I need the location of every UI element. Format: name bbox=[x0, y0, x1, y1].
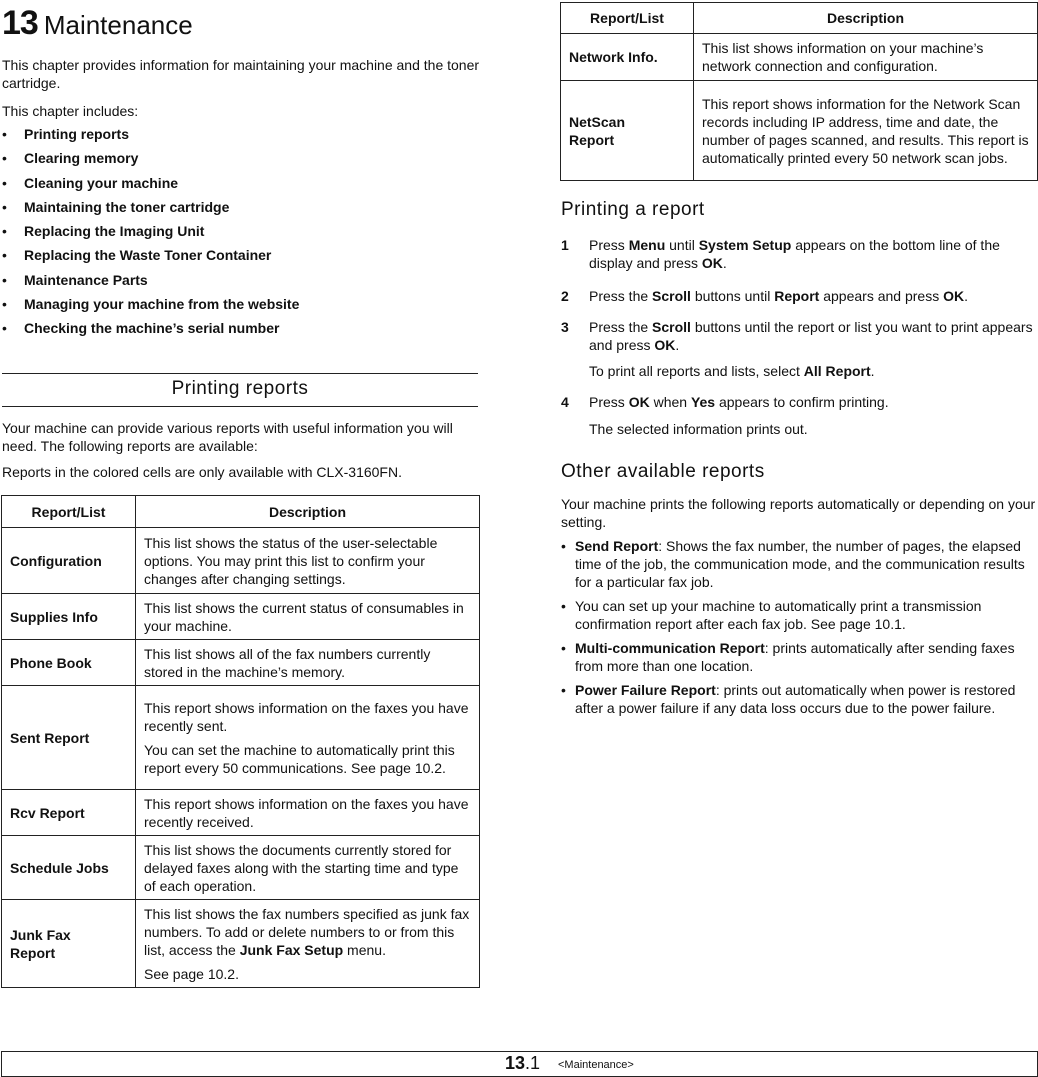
list-item: • You can set up your machine to automatically print a transmission confirmation report after each fax job. See page 10.1. bbox=[561, 598, 982, 632]
table-row bbox=[2, 640, 480, 686]
list-item[interactable]: • Replacing the Waste Toner Container bbox=[2, 247, 272, 264]
report-name: Supplies Info bbox=[2, 594, 136, 640]
page-footer bbox=[1, 1051, 1038, 1077]
report-description: This list shows all of the fax numbers currently stored in the machine’s memory. bbox=[144, 645, 431, 680]
list-item[interactable]: • Replacing the Imaging Unit bbox=[2, 223, 205, 240]
footer-chapter-label: <Maintenance> bbox=[558, 1059, 634, 1071]
list-item: • Send Report: Shows the fax number, the number of pages, the elapsed time of the job, the communication mode, and the communication results for a particular fax job. bbox=[561, 538, 1025, 590]
intro-paragraph: This chapter provides information for maintaining your machine and the toner cartridge. bbox=[2, 57, 480, 91]
list-item[interactable]: • Checking the machine’s serial number bbox=[2, 320, 280, 337]
reports-intro-paragraph: Your machine can provide various reports with useful information you will need. The following reports are available: bbox=[2, 420, 453, 454]
network-reports-table bbox=[560, 2, 1038, 181]
table-row bbox=[561, 34, 1038, 81]
table-row bbox=[2, 900, 480, 988]
toc-link-clearing-memory[interactable]: Clearing memory bbox=[24, 150, 139, 167]
report-name: Sent Report bbox=[2, 686, 136, 790]
toc-link-maintenance-parts[interactable]: Maintenance Parts bbox=[24, 271, 148, 288]
report-name: Configuration bbox=[2, 528, 136, 594]
report-description: This list shows the fax numbers specified as junk fax numbers. To add or delete numbers to or from this list, access the Junk Fax Setup menu. bbox=[144, 905, 470, 958]
toc-link-toner[interactable]: Maintaining the toner cartridge bbox=[24, 198, 230, 215]
list-item[interactable]: • Maintenance Parts bbox=[2, 271, 148, 288]
report-description-note: You can set the machine to automatically print this report every 50 communications. See page 10.2. bbox=[144, 741, 455, 776]
report-name: Network Info. bbox=[561, 34, 694, 81]
chapter-contents-list bbox=[2, 124, 299, 343]
column-header: Report/List bbox=[561, 3, 694, 34]
table-row bbox=[2, 790, 480, 836]
report-description-note: See page 10.2. bbox=[144, 965, 239, 982]
toc-link-printing-reports[interactable]: Printing reports bbox=[24, 126, 130, 142]
report-description: This list shows the documents currently stored for delayed faxes along with the starting time and type of each operation. bbox=[144, 841, 459, 894]
step-note: The selected information prints out. bbox=[589, 421, 808, 437]
toc-link-cleaning[interactable]: Cleaning your machine bbox=[24, 174, 179, 191]
chapter-name: Maintenance bbox=[43, 10, 193, 40]
report-name: Phone Book bbox=[2, 640, 136, 686]
toc-link-serial[interactable]: Checking the machine’s serial number bbox=[24, 320, 280, 337]
junk-fax-setup-menu-name: Junk Fax Setup bbox=[239, 941, 344, 958]
report-description: This list shows the status of the user-selectable options. You may print this list to confirm your changes after changing settings. bbox=[144, 534, 438, 587]
toc-link-waste-toner[interactable]: Replacing the Waste Toner Container bbox=[24, 247, 272, 264]
step-item: 1 Press Menu until System Setup appears on the bottom line of the display and press OK. bbox=[561, 237, 1000, 271]
list-item[interactable]: • Printing reports bbox=[2, 126, 130, 142]
table-row bbox=[2, 686, 480, 790]
report-name: NetScan Report bbox=[561, 81, 694, 181]
report-description: This report shows information on the faxes you have recently sent. bbox=[144, 699, 469, 734]
includes-label: This chapter includes: bbox=[2, 103, 139, 119]
column-header: Description bbox=[136, 496, 480, 528]
report-name: Schedule Jobs bbox=[2, 836, 136, 900]
list-item: • Multi-communication Report: prints automatically after sending faxes from more than one location. bbox=[561, 640, 1015, 674]
step-item: 3 Press the Scroll buttons until the report or list you want to print appears and press OK. bbox=[561, 319, 1033, 353]
report-description: This list shows the current status of consumables in your machine. bbox=[144, 599, 464, 634]
list-item: • Power Failure Report: prints out automatically when power is restored after a power failure if any data loss occurs due to the power failure. bbox=[561, 682, 1016, 716]
steps-list bbox=[561, 236, 1037, 438]
step-item: 2 Press the Scroll buttons until Report appears and press OK. bbox=[561, 288, 968, 304]
toc-link-website[interactable]: Managing your machine from the website bbox=[24, 296, 300, 313]
column-header: Description bbox=[694, 3, 1038, 34]
table-row bbox=[2, 594, 480, 640]
table-row bbox=[2, 836, 480, 900]
table-row bbox=[2, 528, 480, 594]
step-item: 4 Press OK when Yes appears to confirm printing. bbox=[561, 394, 889, 410]
report-name: Junk Fax Report bbox=[2, 900, 136, 988]
list-item[interactable]: • Maintaining the toner cartridge bbox=[2, 198, 230, 215]
section-heading-other-reports: Other available reports bbox=[561, 461, 765, 482]
report-description: This report shows information for the Network Scan records including IP address, time and date, the number of pages scanned, and results. This report is automatically printed every 50 network scan jobs. bbox=[702, 95, 1029, 166]
colored-cells-note: Reports in the colored cells are only available with CLX-3160FN. bbox=[2, 464, 402, 480]
step-note: To print all reports and lists, select All Report. bbox=[589, 363, 875, 379]
report-name: Rcv Report bbox=[2, 790, 136, 836]
list-item[interactable]: • Managing your machine from the website bbox=[2, 296, 300, 313]
chapter-number: 13 bbox=[2, 4, 38, 42]
list-item[interactable]: • Clearing memory bbox=[2, 150, 139, 167]
section-heading-printing-a-report: Printing a report bbox=[561, 199, 705, 220]
report-description: This list shows information on your machine’s network connection and configuration. bbox=[702, 40, 984, 74]
list-item[interactable]: • Cleaning your machine bbox=[2, 174, 179, 191]
chapter-title bbox=[2, 4, 193, 43]
table-row bbox=[561, 81, 1038, 181]
other-reports-list bbox=[561, 537, 1037, 723]
toc-link-imaging-unit[interactable]: Replacing the Imaging Unit bbox=[24, 223, 205, 240]
report-description: This report shows information on the faxes you have recently received. bbox=[144, 795, 469, 830]
section-heading-printing-reports: Printing reports bbox=[2, 373, 478, 407]
footer-rule bbox=[250, 1051, 790, 1052]
other-reports-intro: Your machine prints the following reports automatically or depending on your setting. bbox=[561, 496, 1036, 530]
page-number: 13.1 bbox=[505, 1053, 541, 1073]
column-header: Report/List bbox=[2, 496, 136, 528]
reports-table bbox=[1, 495, 480, 988]
